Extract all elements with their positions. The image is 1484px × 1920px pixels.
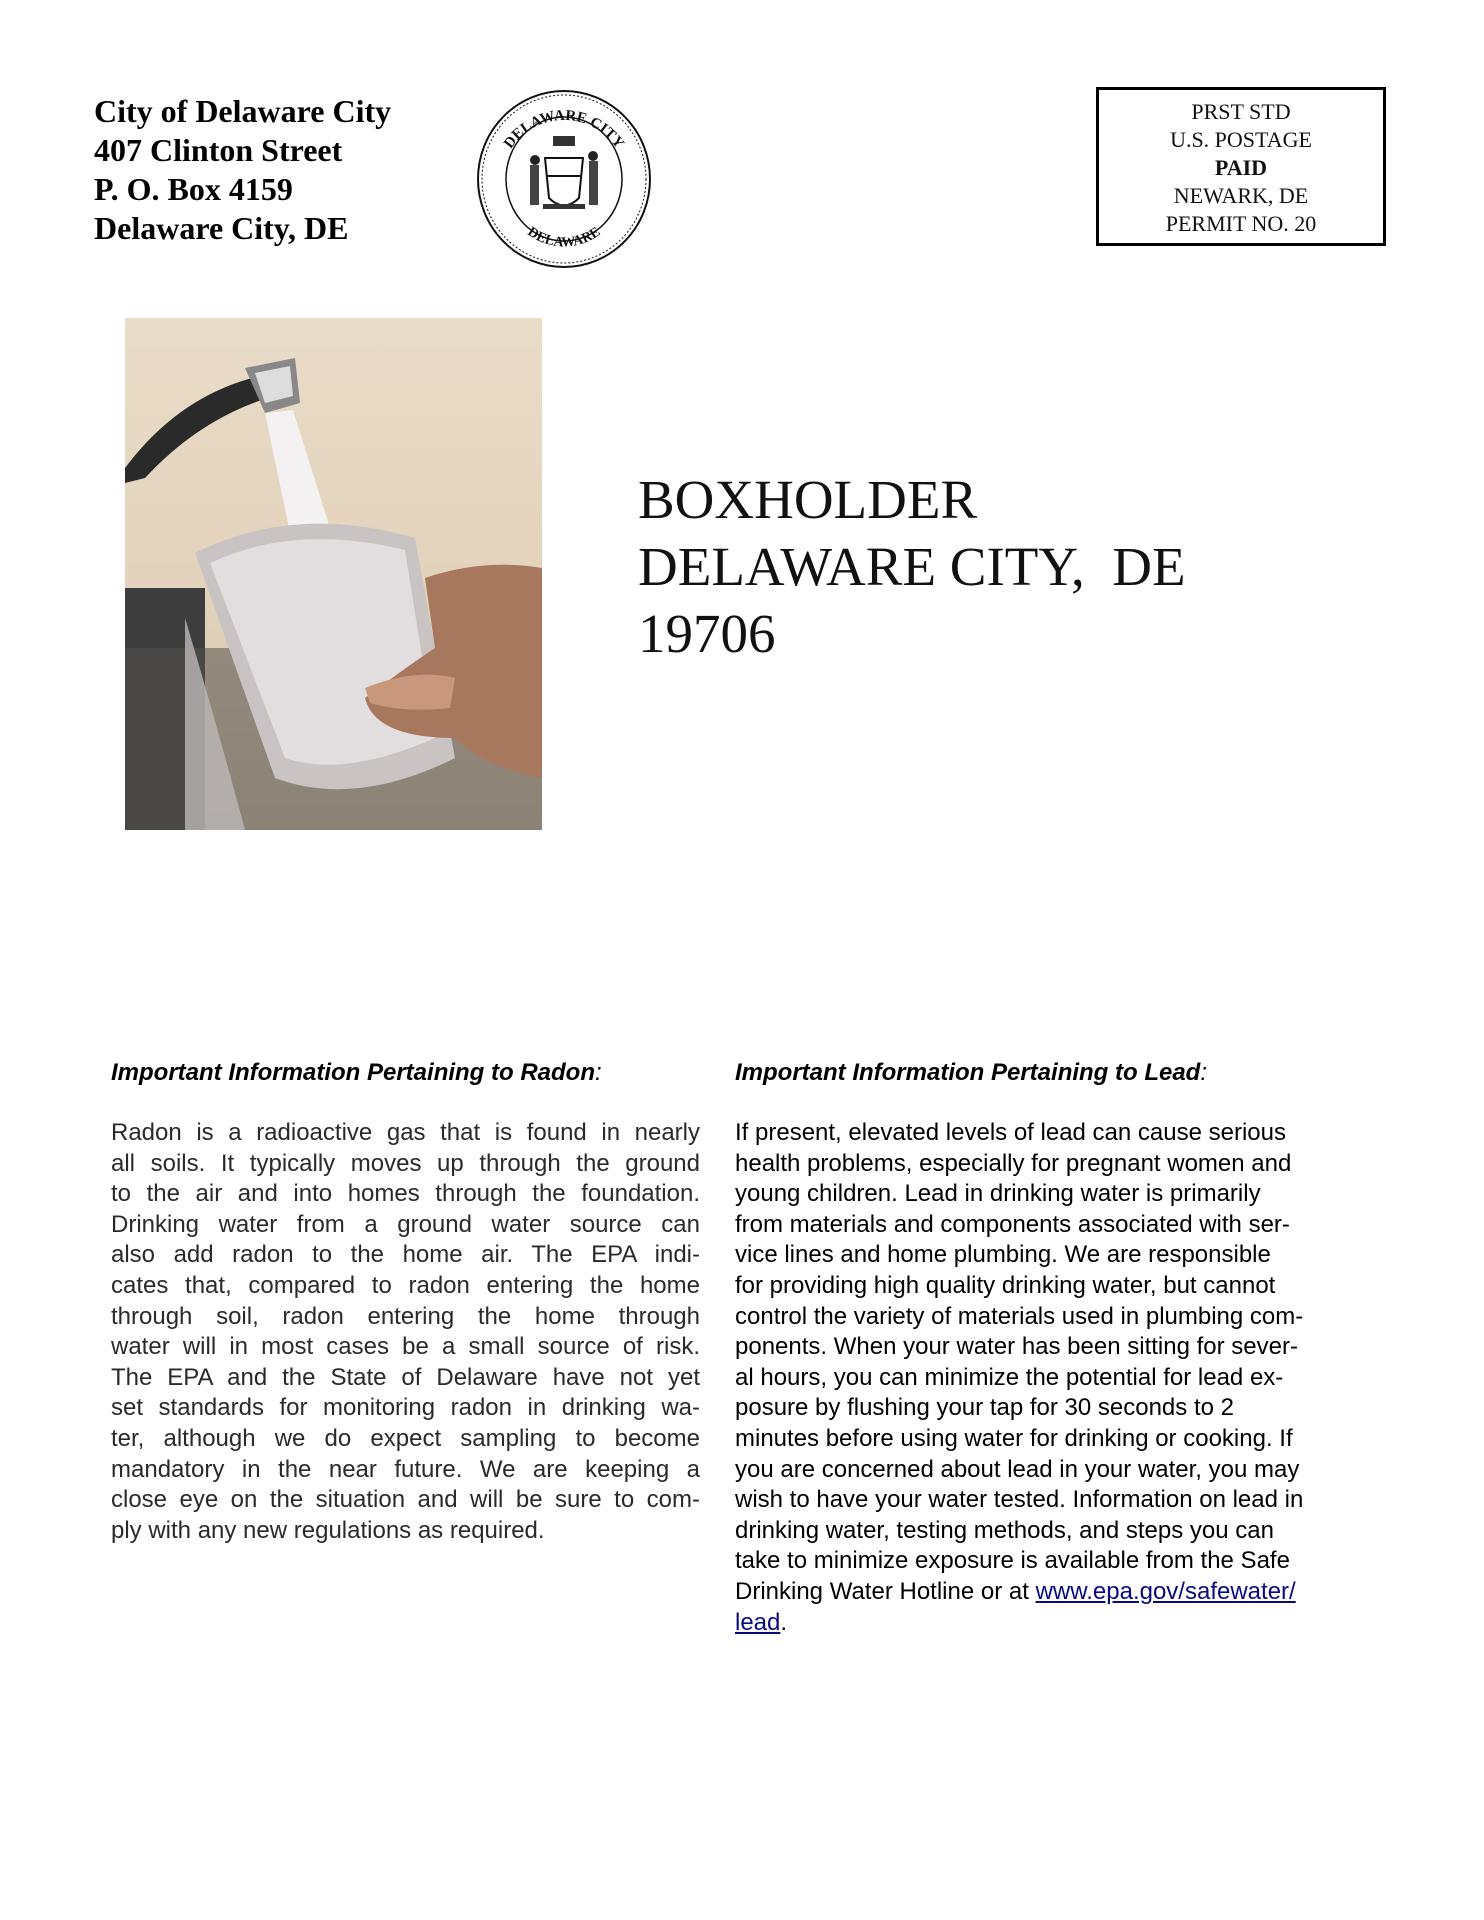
lead-body-line — [735, 1577, 1375, 1608]
postage-line: U.S. POSTAGE — [1170, 127, 1312, 152]
radon-body-line: through soil, radon entering the home through — [111, 1302, 700, 1330]
radon-body-line: cates that, compared to radon entering the home — [111, 1271, 700, 1299]
lead-body-line: take to minimize exposure is available from the Safe — [735, 1547, 1290, 1575]
lead-body-line: from materials and components associated with ser- — [735, 1210, 1290, 1238]
radon-body-line: water will in most cases be a small source of risk. — [111, 1333, 700, 1361]
city-seal-logo — [473, 88, 655, 270]
sender-address — [94, 92, 391, 248]
recipient-zip: 19706 — [638, 603, 776, 664]
radon-heading-text: Important Information Pertaining to Radon — [111, 1059, 595, 1086]
radon-body-line: mandatory in the near future. We are keeping a — [111, 1455, 700, 1483]
lead-body-line: If present, elevated levels of lead can cause serious — [735, 1119, 1286, 1146]
postage-paid: PAID — [1214, 155, 1268, 180]
lead-body-line — [735, 1608, 1375, 1639]
sender-line: P. O. Box 4159 — [94, 171, 293, 207]
faucet-glass-photo — [125, 318, 542, 830]
radon-body — [111, 1118, 700, 1546]
postage-permit: PERMIT NO. 20 — [1165, 211, 1317, 236]
lead-body-line: you are concerned about lead in your water, you may — [735, 1455, 1300, 1483]
postage-line: NEWARK, DE — [1173, 183, 1309, 208]
recipient-line: BOXHOLDER — [638, 469, 978, 530]
lead-body-line: posure by flushing your tap for 30 seconds to 2 — [735, 1394, 1234, 1422]
lead-heading — [735, 1058, 1375, 1088]
lead-body-line: health problems, especially for pregnant women and — [735, 1149, 1292, 1177]
radon-body-line: also add radon to the home air. The EPA indi- — [111, 1241, 700, 1269]
lead-heading-text: Important Information Pertaining to Lead — [735, 1059, 1201, 1086]
heading-colon: : — [1200, 1059, 1208, 1086]
postage-indicia — [1096, 87, 1386, 246]
lead-body-line: for providing high quality drinking water, but cannot — [735, 1271, 1276, 1299]
lead-body-line: ponents. When your water has been sitting for sever- — [735, 1333, 1298, 1361]
radon-body-line: all soils. It typically moves up through the ground — [111, 1149, 700, 1177]
lead-body-line: al hours, you can minimize the potential for lead ex- — [735, 1363, 1284, 1391]
heading-colon: : — [594, 1059, 602, 1086]
radon-body-line: to the air and into homes through the foundation. — [111, 1180, 700, 1208]
lead-body — [735, 1118, 1375, 1577]
lead-body-line: vice lines and home plumbing. We are responsible — [735, 1241, 1271, 1269]
lead-section — [735, 1058, 1375, 1638]
radon-section — [111, 1058, 700, 1546]
svg-text:DELAWARE: DELAWARE — [524, 224, 604, 251]
postage-line: PRST STD — [1191, 99, 1291, 124]
lead-body-line: young children. Lead in drinking water is primarily — [735, 1180, 1261, 1208]
svg-text:DELAWARE CITY: DELAWARE CITY — [501, 107, 627, 152]
radon-heading — [111, 1058, 700, 1088]
lead-body-line: wish to have your water tested. Information on lead in — [735, 1486, 1304, 1514]
lead-body-line: control the variety of materials used in plumbing com- — [735, 1302, 1304, 1330]
radon-body-line: Drinking water from a ground water source can — [111, 1210, 700, 1238]
radon-body-line: ply with any new regulations as required. — [111, 1516, 545, 1544]
sender-line: Delaware City, DE — [94, 210, 349, 246]
recipient-line: DELAWARE CITY, DE — [638, 536, 1186, 597]
period: . — [780, 1608, 788, 1636]
sender-line: 407 Clinton Street — [94, 132, 343, 168]
epa-link[interactable]: www.epa.gov/safewater/ — [1035, 1577, 1296, 1605]
lead-last-line-text: Drinking Water Hotline or at — [735, 1577, 1036, 1605]
recipient-address — [638, 466, 1186, 667]
radon-body-line: ter, although we do expect sampling to become — [111, 1424, 700, 1452]
radon-body-line: The EPA and the State of Delaware have not yet — [111, 1363, 700, 1391]
sender-line: City of Delaware City — [94, 93, 392, 129]
radon-body-line: close eye on the situation and will be sure to com- — [111, 1486, 700, 1514]
lead-body-line: drinking water, testing methods, and steps you can — [735, 1516, 1274, 1544]
lead-body-line: minutes before using water for drinking or cooking. If — [735, 1424, 1293, 1452]
epa-link-continued[interactable]: lead — [735, 1608, 781, 1636]
radon-body-line: set standards for monitoring radon in drinking wa- — [111, 1394, 700, 1422]
radon-body-line: Radon is a radioactive gas that is found in nearly — [111, 1119, 700, 1146]
